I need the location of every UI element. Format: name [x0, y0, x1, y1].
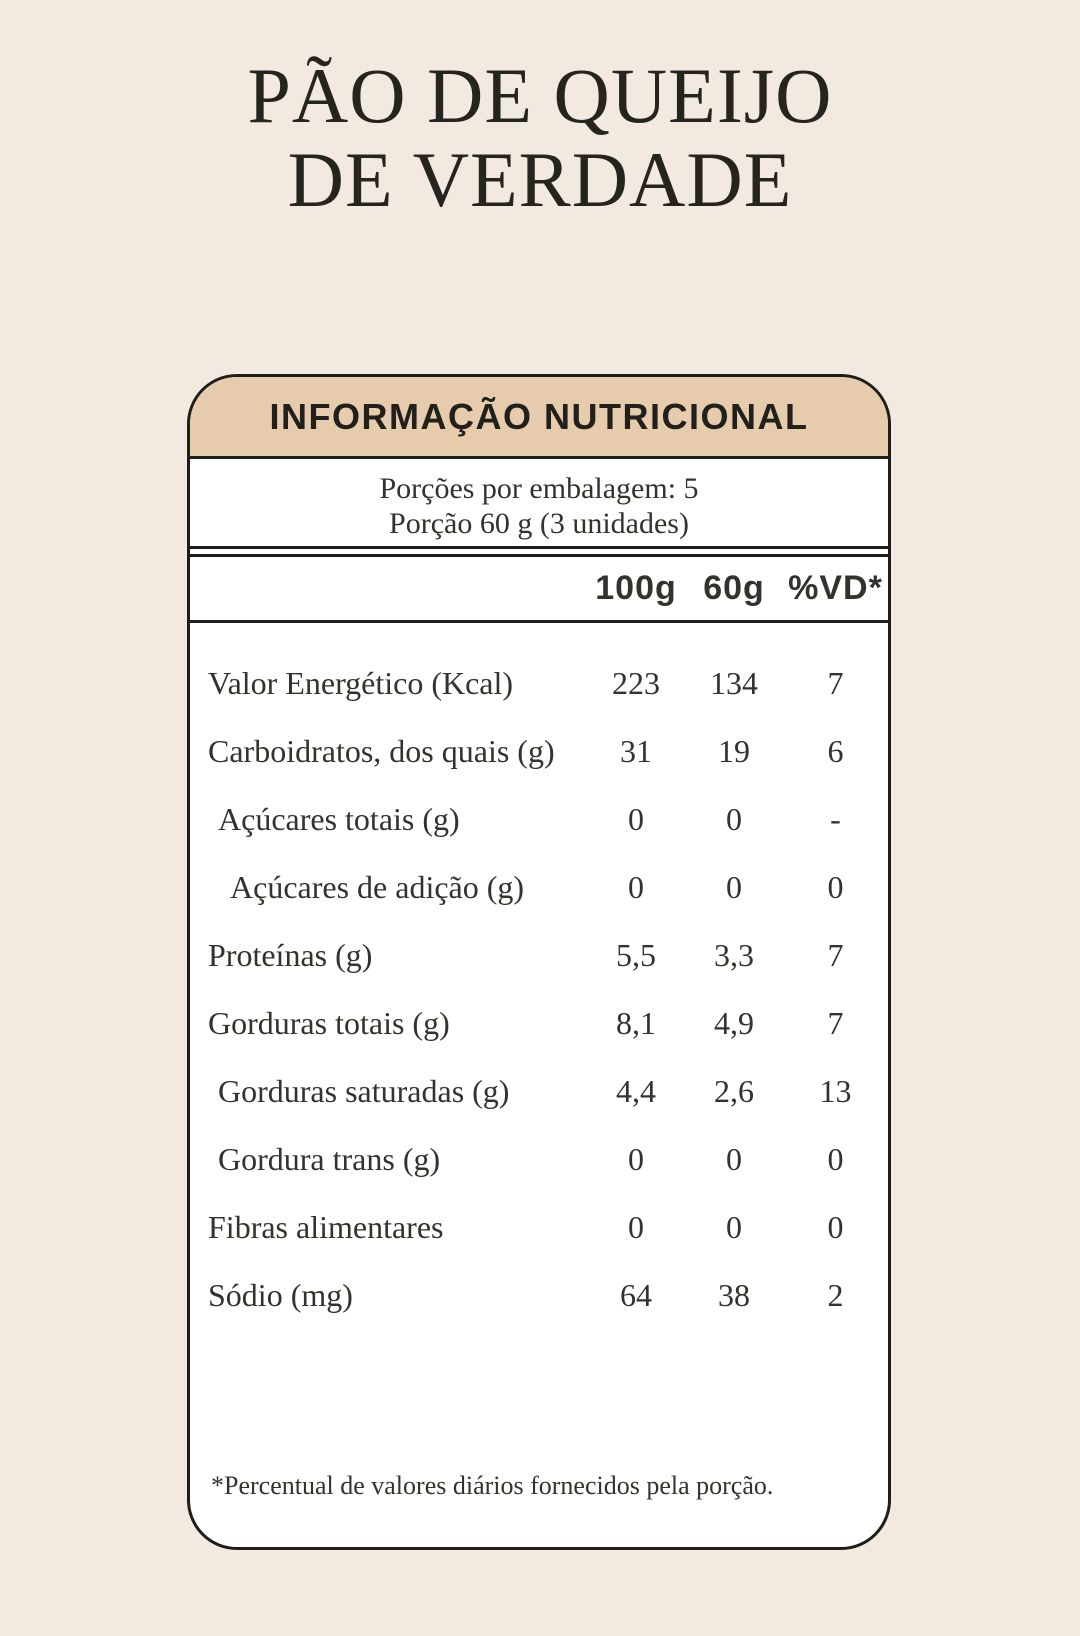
servings-per-package: Porções por embalagem: 5 — [379, 472, 699, 505]
nutrient-vd-percent: 2 — [827, 1276, 844, 1313]
nutrient-per-100g: 223 — [612, 664, 660, 701]
nutrient-name: Fibras alimentares — [208, 1208, 444, 1245]
nutrient-vd-percent: 7 — [827, 936, 844, 973]
nutrient-per-100g: 31 — [620, 732, 652, 769]
nutrient-name: Gorduras totais (g) — [208, 1004, 450, 1041]
nutrient-vd-percent: 0 — [827, 1140, 844, 1177]
nutrient-per-100g: 0 — [628, 800, 644, 837]
nutrient-name: Valor Energético (Kcal) — [208, 664, 514, 701]
nutrient-name: Gorduras saturadas (g) — [218, 1072, 510, 1109]
table-row — [190, 785, 888, 853]
nutrient-vd-percent: 6 — [827, 732, 844, 769]
column-headers — [190, 557, 888, 623]
nutrient-per-60g: 2,6 — [714, 1072, 754, 1109]
nutrient-name: Sódio (mg) — [208, 1276, 353, 1313]
nutrient-vd-percent: 7 — [827, 1004, 844, 1041]
divider-double-rule — [190, 546, 888, 557]
nutrient-per-100g: 0 — [628, 1140, 644, 1177]
table-row — [190, 649, 888, 717]
table-row — [190, 921, 888, 989]
footnote: *Percentual de valores diários fornecidos pela porção. — [211, 1471, 774, 1500]
nutrient-per-100g: 4,4 — [616, 1072, 656, 1109]
nutrient-per-60g: 38 — [718, 1276, 750, 1313]
nutrient-name: Açúcares totais (g) — [218, 800, 460, 837]
nutrition-table-body — [190, 623, 888, 1329]
nutrient-name: Carboidratos, dos quais (g) — [208, 732, 555, 769]
table-row — [190, 717, 888, 785]
table-row — [190, 853, 888, 921]
nutrient-per-60g: 0 — [726, 1208, 742, 1245]
nutrient-name: Açúcares de adição (g) — [230, 868, 525, 905]
nutrient-name: Gordura trans (g) — [218, 1140, 441, 1177]
nutrient-vd-percent: - — [830, 800, 841, 837]
nutrient-per-100g: 8,1 — [616, 1004, 656, 1041]
column-header-vd-percent: %VD* — [788, 569, 883, 607]
nutrient-per-60g: 19 — [718, 732, 750, 769]
nutrition-label-header-text: INFORMAÇÃO NUTRICIONAL — [269, 395, 809, 437]
servings-info — [190, 459, 888, 546]
nutrient-vd-percent: 0 — [827, 868, 844, 905]
table-row — [190, 1057, 888, 1125]
table-row — [190, 989, 888, 1057]
nutrient-per-60g: 0 — [726, 1140, 742, 1177]
product-title-line1: PÃO DE QUEIJO — [247, 52, 833, 139]
serving-size: Porção 60 g (3 unidades) — [389, 507, 689, 540]
nutrient-per-100g: 0 — [628, 868, 644, 905]
column-header-60g: 60g — [703, 569, 765, 607]
nutrition-facts-card — [187, 374, 891, 1550]
nutrient-per-60g: 0 — [726, 800, 742, 837]
nutrient-vd-percent: 13 — [819, 1072, 852, 1109]
product-title-line2: DE VERDADE — [287, 136, 793, 223]
nutrient-per-60g: 3,3 — [714, 936, 754, 973]
nutrient-per-60g: 0 — [726, 868, 742, 905]
column-header-100g: 100g — [595, 569, 677, 607]
nutrient-vd-percent: 7 — [827, 664, 844, 701]
nutrient-per-60g: 134 — [710, 664, 758, 701]
nutrition-label-header — [190, 377, 888, 459]
nutrient-per-60g: 4,9 — [714, 1004, 754, 1041]
nutrient-name: Proteínas (g) — [208, 936, 373, 973]
product-title — [0, 54, 1080, 222]
table-row — [190, 1261, 888, 1329]
table-row — [190, 1125, 888, 1193]
nutrient-per-100g: 64 — [620, 1276, 652, 1313]
table-row — [190, 1193, 888, 1261]
nutrient-per-100g: 5,5 — [616, 936, 656, 973]
nutrient-per-100g: 0 — [628, 1208, 644, 1245]
nutrient-vd-percent: 0 — [827, 1208, 844, 1245]
